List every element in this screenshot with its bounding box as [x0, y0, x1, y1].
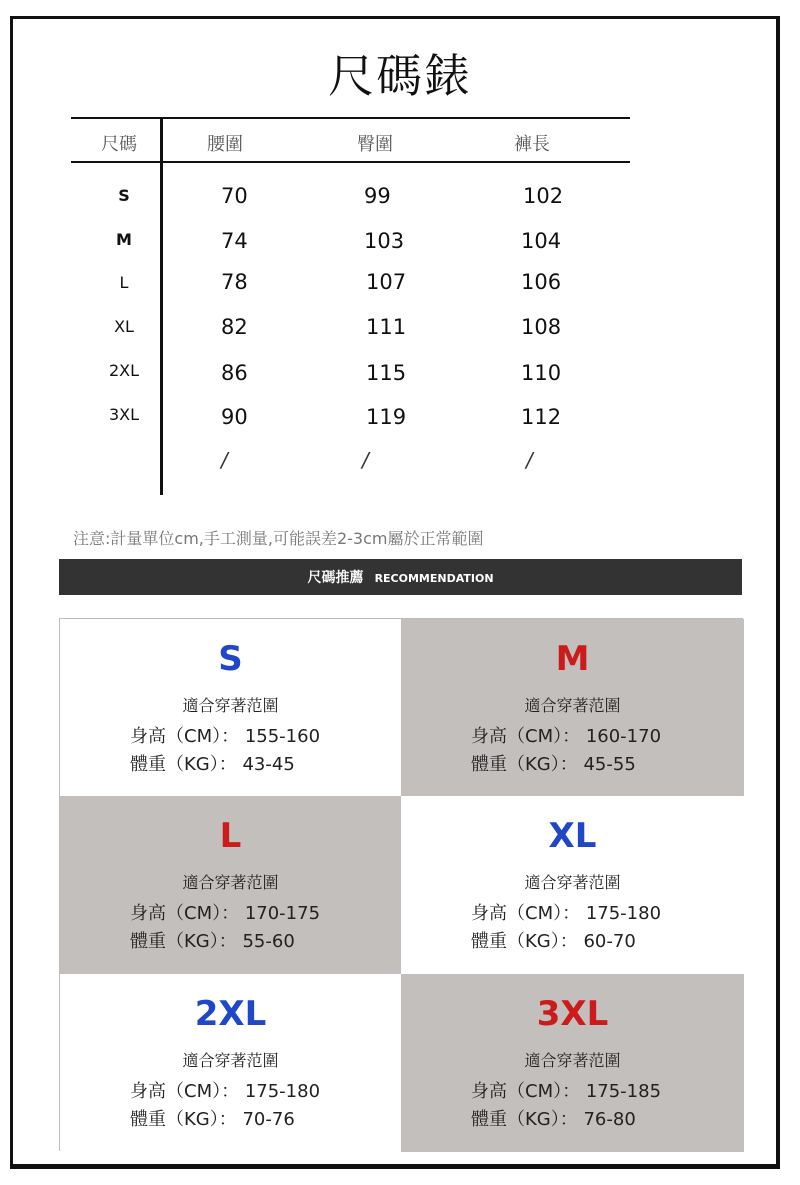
- row-length: 106: [521, 270, 562, 294]
- row-waist: 78: [221, 270, 248, 294]
- recommendation-card-m: [401, 619, 744, 796]
- card-size: M: [555, 639, 590, 679]
- row-hip: 107: [366, 270, 407, 294]
- recommendation-subtitle: RECOMMENDATION: [374, 572, 494, 585]
- card-size: L: [219, 816, 242, 856]
- card-weight: 體重（KG）： 76-80: [471, 1109, 636, 1130]
- recommendation-card-s: [60, 619, 401, 796]
- row-hip: 119: [366, 405, 407, 429]
- header-waist: 腰圍: [207, 134, 243, 155]
- row-size: L: [119, 273, 129, 292]
- row-waist: 74: [221, 229, 248, 253]
- card-size: XL: [548, 816, 597, 856]
- empty-mark: /: [526, 448, 533, 472]
- card-fit-label: 適合穿著范圍: [182, 696, 279, 715]
- row-hip: 115: [366, 361, 407, 385]
- row-hip: 111: [366, 315, 407, 339]
- row-length: 104: [521, 229, 562, 253]
- card-size: 3XL: [536, 994, 609, 1034]
- row-size: M: [116, 230, 132, 249]
- row-size: 3XL: [108, 405, 140, 424]
- card-fit-label: 適合穿著范圍: [524, 696, 621, 715]
- recommendation-card-xl: [401, 796, 744, 974]
- recommendation-title: 尺碼推薦: [307, 570, 364, 586]
- recommendation-banner: [59, 559, 742, 595]
- card-fit-label: 適合穿著范圍: [524, 873, 621, 892]
- row-length: 108: [521, 315, 562, 339]
- card-weight: 體重（KG）： 43-45: [130, 754, 295, 775]
- empty-mark: /: [221, 448, 228, 472]
- card-fit-label: 適合穿著范圍: [182, 1051, 279, 1070]
- table-header-rule: [71, 161, 630, 163]
- card-height: 身高（CM）： 175-180: [471, 903, 662, 924]
- row-waist: 82: [221, 315, 248, 339]
- recommendation-card-3xl: [401, 974, 744, 1152]
- header-length: 褲長: [514, 134, 550, 155]
- row-length: 110: [521, 361, 562, 385]
- row-hip: 103: [364, 229, 405, 253]
- card-weight: 體重（KG）： 55-60: [130, 931, 295, 952]
- card-size: S: [218, 639, 243, 679]
- row-waist: 90: [221, 405, 248, 429]
- recommendation-card-l: [60, 796, 401, 974]
- row-size: S: [118, 186, 130, 205]
- row-length: 112: [521, 405, 562, 429]
- table-column-divider: [160, 117, 163, 495]
- card-size: 2XL: [194, 994, 267, 1034]
- card-weight: 體重（KG）： 70-76: [130, 1109, 295, 1130]
- row-size: 2XL: [108, 361, 140, 380]
- card-weight: 體重（KG）： 60-70: [471, 931, 636, 952]
- recommendation-grid: [59, 618, 743, 1151]
- card-weight: 體重（KG）： 45-55: [471, 754, 636, 775]
- page-title: 尺碼錶: [328, 49, 472, 103]
- row-waist: 70: [221, 184, 248, 208]
- row-size: XL: [114, 317, 134, 336]
- card-height: 身高（CM）： 160-170: [471, 726, 662, 747]
- row-waist: 86: [221, 361, 248, 385]
- card-height: 身高（CM）： 175-180: [130, 1081, 321, 1102]
- header-size: 尺碼: [101, 134, 137, 155]
- card-height: 身高（CM）： 155-160: [130, 726, 321, 747]
- recommendation-card-2xl: [60, 974, 401, 1152]
- row-hip: 99: [364, 184, 391, 208]
- card-fit-label: 適合穿著范圍: [182, 873, 279, 892]
- measurement-note: 注意:計量單位cm,手工測量,可能誤差2-3cm屬於正常範圍: [73, 529, 484, 548]
- table-top-rule: [71, 117, 630, 119]
- header-hip: 臀圍: [357, 134, 393, 155]
- card-height: 身高（CM）： 170-175: [130, 903, 321, 924]
- row-length: 102: [523, 184, 564, 208]
- card-fit-label: 適合穿著范圍: [524, 1051, 621, 1070]
- card-height: 身高（CM）： 175-185: [471, 1081, 662, 1102]
- empty-mark: /: [362, 448, 369, 472]
